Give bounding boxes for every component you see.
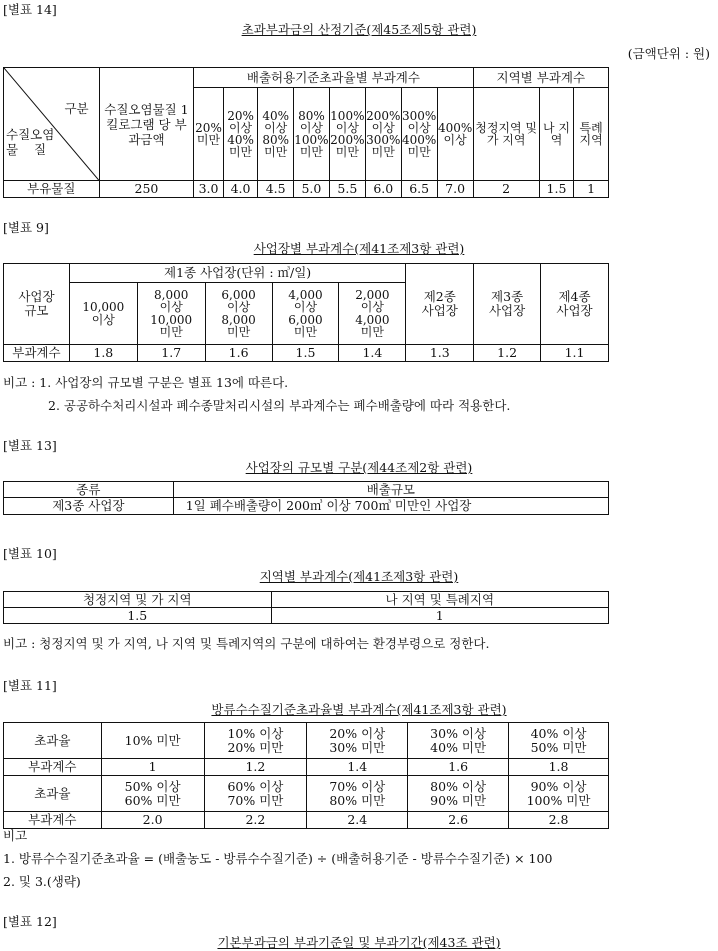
diagonal-line [4, 68, 99, 180]
annex14-title: 초과부과금의 산정기준(제45조제5항 관련) [241, 22, 477, 37]
rate-cell: 90% 이상 100% 미만 [509, 776, 609, 812]
table-row [4, 608, 609, 624]
diagonal-header-cell [4, 68, 100, 181]
exceed-group-header: 배출허용기준초과율별 부과계수 [194, 68, 473, 88]
annex11-note-1: 1. 방류수수질기준초과율 = (배출농도 - 방류수수질기준) ÷ (배출허용기준 - 방류수수질기준) × 100 [3, 851, 553, 866]
coef-value: 2.2 [204, 812, 307, 829]
rate-cell: 70% 이상 80% 미만 [307, 776, 408, 812]
rate-label-2: 초과율 [4, 776, 102, 812]
annex9-tag: [별표 9] [3, 220, 49, 235]
annex11-note-heading: 비고 [3, 828, 28, 843]
coef-row-label: 부과계수 [4, 345, 70, 362]
scale-cell: 1일 폐수배출량이 200㎥ 이상 700㎥ 미만인 사업장 [173, 498, 608, 515]
annex9-table [3, 263, 609, 362]
annex9-note-1: 비고 : 1. 사업장의 규모별 구분은 별표 13에 따른다. [3, 375, 289, 390]
class3-header: 제3종 사업장 [474, 264, 541, 345]
annex11-title: 방류수수질기준초과율별 부과계수(제41조제3항 관련) [211, 702, 507, 717]
rate-label-1: 초과율 [4, 723, 102, 759]
table-row [4, 812, 609, 829]
col-rate-5: 200% 이상 300% 미만 [365, 88, 401, 181]
rate-value: 7.0 [437, 181, 473, 198]
col-region-2: 특례 지역 [574, 88, 609, 181]
annex12-tag: [별표 12] [3, 914, 57, 929]
rate-cell: 10% 이상 20% 미만 [204, 723, 307, 759]
coef-value: 1.6 [408, 759, 509, 776]
coef-value: 1.4 [307, 759, 408, 776]
coef-value: 1.6 [205, 345, 272, 362]
annex10-title: 지역별 부과계수(제41조제3항 관련) [259, 569, 459, 584]
table-row [4, 759, 609, 776]
annex14-unit: (금액단위 : 원) [627, 46, 710, 61]
rate-value: 6.0 [365, 181, 401, 198]
region-ab-value: 1.5 [4, 608, 272, 624]
class1-col-1: 8,000 이상 10,000 미만 [137, 283, 205, 345]
coef-value: 1.4 [339, 345, 406, 362]
diag-bottom-label-2: 물 질 [6, 142, 47, 157]
rate-value: 5.5 [329, 181, 365, 198]
rate-value: 4.5 [258, 181, 294, 198]
annex14-tag: [별표 14] [3, 2, 57, 17]
coef-value: 2.6 [408, 812, 509, 829]
kind-cell: 제3종 사업장 [4, 498, 174, 515]
pollutant-name: 부유물질 [4, 181, 100, 198]
class2-header: 제2종 사업장 [406, 264, 474, 345]
col-region-0: 청정지역 및 가 지역 [473, 88, 539, 181]
class4-header: 제4종 사업장 [541, 264, 609, 345]
coef-value: 1.8 [69, 345, 137, 362]
class1-col-3: 4,000 이상 6,000 미만 [272, 283, 339, 345]
col-region-1: 나 지역 [539, 88, 574, 181]
annex10-table [3, 591, 609, 624]
rate-cell: 40% 이상 50% 미만 [509, 723, 609, 759]
pollutant-amount: 250 [99, 181, 194, 198]
coef-value: 1 [101, 759, 204, 776]
annex13-table [3, 481, 609, 515]
annex14-table [3, 67, 609, 198]
annex10-tag: [별표 10] [3, 546, 57, 561]
class1-col-0: 10,000 이상 [69, 283, 137, 345]
scale-header: 배출규모 [173, 482, 608, 498]
class1-col-2: 6,000 이상 8,000 미만 [205, 283, 272, 345]
rate-cell: 10% 미만 [101, 723, 204, 759]
annex11-tag: [별표 11] [3, 678, 57, 693]
annex13-title: 사업장의 규모별 구분(제44조제2항 관련) [245, 460, 473, 475]
coef-value: 1.2 [474, 345, 541, 362]
coef-value: 1.1 [541, 345, 609, 362]
class1-col-4: 2,000 이상 4,000 미만 [339, 283, 406, 345]
region-value: 1.5 [539, 181, 574, 198]
size-header: 사업장 규모 [4, 264, 70, 345]
coef-value: 1.8 [509, 759, 609, 776]
col-rate-2: 40% 이상 80% 미만 [258, 88, 294, 181]
rate-cell: 30% 이상 40% 미만 [408, 723, 509, 759]
annex12-title: 기본부과금의 부과기준일 및 부과기간(제43조 관련) [217, 935, 501, 950]
coef-value: 2.4 [307, 812, 408, 829]
table-row [4, 345, 609, 362]
diag-bottom-label-1: 수질오염 [6, 127, 55, 142]
col-rate-4: 100% 이상 200% 미만 [329, 88, 365, 181]
coef-value: 1.5 [272, 345, 339, 362]
table-row [4, 181, 609, 198]
region-value: 2 [473, 181, 539, 198]
annex11-note-2: 2. 및 3.(생략) [3, 874, 81, 889]
region-cd-header: 나 지역 및 특례지역 [271, 592, 608, 608]
class1-group-header: 제1종 사업장(단위 : ㎥/일) [69, 264, 405, 283]
coef-label-1: 부과계수 [4, 759, 102, 776]
coef-value: 2.0 [101, 812, 204, 829]
region-value: 1 [574, 181, 609, 198]
per-kg-header: 수질오염물질 1킬로그램 당 부과금액 [99, 68, 194, 181]
rate-value: 5.0 [293, 181, 329, 198]
diag-top-label: 구분 [64, 101, 89, 116]
rate-cell: 80% 이상 90% 미만 [408, 776, 509, 812]
coef-value: 1.7 [137, 345, 205, 362]
region-group-header: 지역별 부과계수 [473, 68, 608, 88]
annex9-note-2: 2. 공공하수처리시설과 폐수종말처리시설의 부과계수는 폐수배출량에 따라 적용한다. [48, 398, 511, 413]
coef-label-2: 부과계수 [4, 812, 102, 829]
rate-cell: 20% 이상 30% 미만 [307, 723, 408, 759]
rate-value: 4.0 [223, 181, 258, 198]
col-rate-0: 20% 미만 [194, 88, 224, 181]
kind-header: 종류 [4, 482, 174, 498]
rate-value: 3.0 [194, 181, 224, 198]
annex11-table [3, 722, 609, 829]
region-ab-header: 청정지역 및 가 지역 [4, 592, 272, 608]
col-rate-3: 80% 이상 100% 미만 [293, 88, 329, 181]
annex13-tag: [별표 13] [3, 438, 57, 453]
col-rate-7: 400% 이상 [437, 88, 473, 181]
coef-value: 1.3 [406, 345, 474, 362]
coef-value: 1.2 [204, 759, 307, 776]
coef-value: 2.8 [509, 812, 609, 829]
col-rate-6: 300% 이상 400% 미만 [401, 88, 437, 181]
region-cd-value: 1 [271, 608, 608, 624]
rate-cell: 60% 이상 70% 미만 [204, 776, 307, 812]
rate-value: 6.5 [401, 181, 437, 198]
annex9-title: 사업장별 부과계수(제41조제3항 관련) [253, 241, 465, 256]
table-row [4, 498, 609, 515]
rate-cell: 50% 이상 60% 미만 [101, 776, 204, 812]
annex10-note: 비고 : 청정지역 및 가 지역, 나 지역 및 특례지역의 구분에 대하여는 환경부령으로 정한다. [3, 636, 490, 651]
col-rate-1: 20% 이상 40% 미만 [223, 88, 258, 181]
